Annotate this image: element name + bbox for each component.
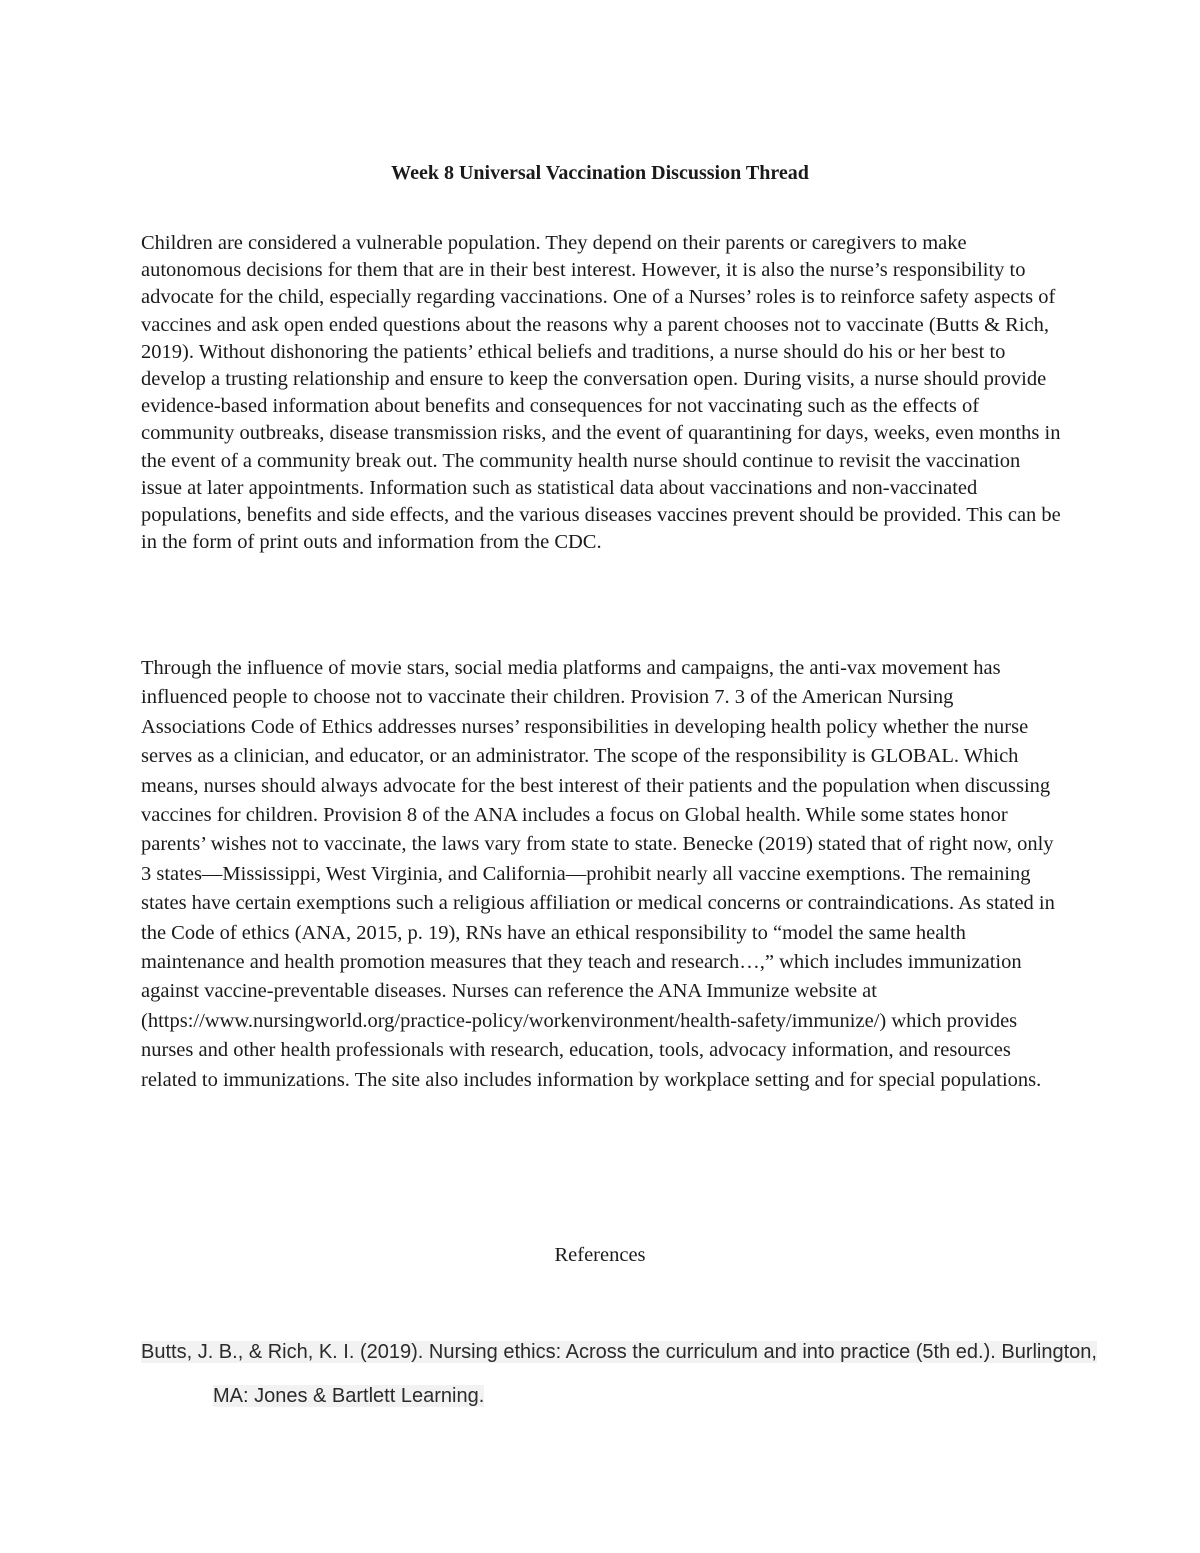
reference-entry (141, 1330, 1113, 1418)
references-heading: References (554, 1244, 646, 1266)
document-title: Week 8 Universal Vaccination Discussion Thread (391, 162, 809, 184)
reference-text: Butts, J. B., & Rich, K. I. (2019). Nursing ethics: Across the curriculum and into practice (5th ed.). Burlington, MA: Jones & Bartlett Learning. (141, 1341, 1097, 1407)
body-paragraph-2: Through the influence of movie stars, social media platforms and campaigns, the anti-vax movement has influenced people to choose not to vaccinate their children. Provision 7. 3 of the American Nursing Associations Code of Ethics addresses nurses’ responsibilities in developing health policy whether the nurse serves as a clinician, and educator, or an administrator. The scope of the responsibility is GLOBAL. Which means, nurses should always advocate for the best interest of their patients and the population when discussing vaccines for children. Provision 8 of the ANA includes a focus on Global health. While some states honor parents’ wishes not to vaccinate, the laws vary from state to state. Benecke (2019) stated that of right now, only 3 states—Mississippi, West Virginia, and California—prohibit nearly all vaccine exemptions. The remaining states have certain exemptions such a religious affiliation or medical concerns or contraindications. As stated in the Code of ethics (ANA, 2015, p. 19), RNs have an ethical responsibility to “model the same health maintenance and health promotion measures that they teach and research…,” which includes immunization against vaccine-preventable diseases. Nurses can reference the ANA Immunize website at (https://www.nursingworld.org/practice-policy/workenvironment/health-safety/immunize/) which provides nurses and other health professionals with research, education, tools, advocacy information, and resources related to immunizations. The site also includes information by workplace setting and for special populations. (141, 657, 1055, 1091)
body-paragraph-1: Children are considered a vulnerable population. They depend on their parents or caregivers to make autonomous decisions for them that are in their best interest. However, it is also the nurse’s responsibility to advocate for the child, especially regarding vaccinations. One of a Nurses’ roles is to reinforce safety aspects of vaccines and ask open ended questions about the reasons why a parent chooses not to vaccinate (Butts & Rich, 2019). Without dishonoring the patients’ ethical beliefs and traditions, a nurse should do his or her best to develop a trusting relationship and ensure to keep the conversation open. During visits, a nurse should provide evidence-based information about benefits and consequences for not vaccinating such as the effects of community outbreaks, disease transmission risks, and the event of quarantining for days, weeks, even months in the event of a community break out. The community health nurse should continue to revisit the vaccination issue at later appointments. Information such as statistical data about vaccinations and non-vaccinated populations, benefits and side effects, and the various diseases vaccines prevent should be provided. This can be in the form of print outs and information from the CDC. (141, 232, 1061, 554)
